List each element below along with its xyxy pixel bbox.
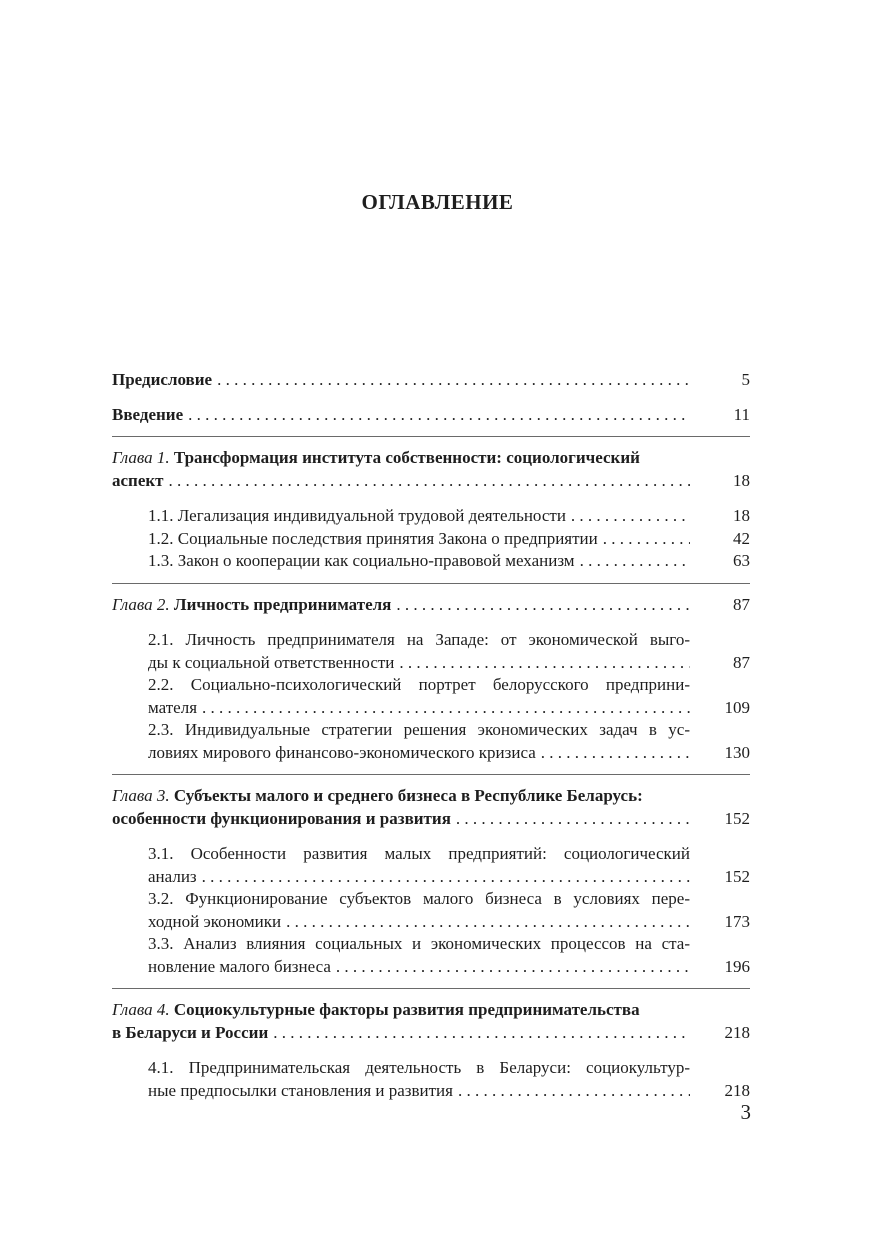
section-title: 2.2. Социально-психологический портрет белорусского предприни- bbox=[148, 675, 690, 694]
toc-entry-preface[interactable] bbox=[112, 369, 750, 392]
chapter-title: Личность предпринимателя bbox=[173, 594, 392, 614]
section-title: 1.3. Закон о кооперации как социально-правовой механизм bbox=[148, 551, 575, 570]
chapter-title-continued: особенности функционирования и развития bbox=[112, 808, 451, 828]
page-number: 152 bbox=[724, 808, 750, 828]
divider bbox=[112, 583, 750, 584]
page-number: 87 bbox=[733, 594, 750, 614]
page-number: 18 bbox=[733, 470, 750, 490]
section-title-continued: новление малого бизнеса bbox=[148, 956, 331, 976]
chapter-prefix: Глава 3. bbox=[112, 786, 170, 805]
page-number: 196 bbox=[724, 956, 750, 976]
toc-entry-section-3-3[interactable] bbox=[112, 933, 750, 978]
toc-entry-chapter-3[interactable] bbox=[112, 785, 750, 830]
toc-entry-section-4-1[interactable] bbox=[112, 1057, 750, 1102]
table-of-contents bbox=[112, 369, 750, 1102]
chapter-prefix: Глава 1. bbox=[112, 448, 170, 467]
toc-entry-section-2-2[interactable] bbox=[112, 674, 750, 719]
chapter-prefix: Глава 2. bbox=[112, 594, 170, 614]
section-title: 1.1. Легализация индивидуальной трудовой деятельности bbox=[148, 506, 566, 525]
chapter-title: Трансформация института собственности: социологический bbox=[173, 448, 640, 467]
chapter-title-continued: аспект bbox=[112, 470, 164, 490]
section-title-continued: анализ bbox=[148, 866, 197, 886]
section-title: 2.1. Личность предпринимателя на Западе: от экономической выго- bbox=[148, 630, 690, 649]
chapter-title: Социокультурные факторы развития предпринимательства bbox=[173, 1000, 640, 1019]
section-title: 1.2. Социальные последствия принятия Закона о предприятии bbox=[148, 528, 598, 548]
toc-entry-section-1-2[interactable] bbox=[112, 528, 750, 551]
chapter-title: Субъекты малого и среднего бизнеса в Республике Беларусь: bbox=[173, 786, 643, 805]
section-title: 3.2. Функционирование субъектов малого бизнеса в условиях пере- bbox=[148, 889, 690, 908]
toc-entry-section-1-1[interactable] bbox=[112, 505, 750, 528]
page-folio-number: 3 bbox=[740, 1100, 751, 1124]
chapter-title-continued: в Беларуси и России bbox=[112, 1022, 269, 1042]
entry-title: Введение bbox=[112, 404, 184, 424]
chapter-prefix: Глава 4. bbox=[112, 1000, 170, 1019]
toc-entry-section-1-3[interactable] bbox=[112, 550, 750, 573]
page-number: 18 bbox=[733, 506, 750, 525]
section-title: 3.1. Особенности развития малых предприятий: социологический bbox=[148, 844, 690, 863]
section-title: 4.1. Предпринимательская деятельность в Беларуси: социокультур- bbox=[148, 1058, 690, 1077]
toc-entry-section-2-3[interactable] bbox=[112, 719, 750, 764]
page-number: 87 bbox=[733, 652, 750, 672]
toc-entry-section-3-1[interactable] bbox=[112, 843, 750, 888]
page-number: 42 bbox=[733, 528, 750, 548]
section-title-continued: ные предпосылки становления и развития bbox=[148, 1080, 453, 1100]
page-number: 11 bbox=[733, 404, 750, 424]
toc-entry-chapter-4[interactable] bbox=[112, 999, 750, 1044]
section-title: 2.3. Индивидуальные стратегии решения экономических задач в ус- bbox=[148, 720, 690, 739]
toc-entry-chapter-2[interactable] bbox=[112, 594, 750, 617]
section-title: 3.3. Анализ влияния социальных и экономических процессов на ста- bbox=[148, 934, 690, 953]
toc-entry-introduction[interactable] bbox=[112, 404, 750, 427]
divider bbox=[112, 436, 750, 437]
page-number: 152 bbox=[724, 866, 750, 886]
page-number: 130 bbox=[724, 742, 750, 762]
page-number: 173 bbox=[724, 911, 750, 931]
page-title: ОГЛАВЛЕНИЕ bbox=[361, 190, 514, 214]
page-number: 218 bbox=[724, 1080, 750, 1100]
section-title-continued: ходной экономики bbox=[148, 911, 282, 931]
section-title-continued: мателя bbox=[148, 697, 198, 717]
page-number: 5 bbox=[741, 370, 750, 389]
toc-entry-chapter-1[interactable] bbox=[112, 447, 750, 492]
section-title-continued: ды к социальной ответственности bbox=[148, 652, 395, 672]
toc-entry-section-2-1[interactable] bbox=[112, 629, 750, 674]
page-number: 63 bbox=[733, 551, 750, 570]
page-number: 218 bbox=[724, 1022, 750, 1042]
divider bbox=[112, 774, 750, 775]
section-title-continued: ловиях мирового финансово-экономического кризиса bbox=[148, 742, 536, 762]
divider bbox=[112, 988, 750, 989]
entry-title: Предисловие bbox=[112, 370, 213, 389]
toc-entry-section-3-2[interactable] bbox=[112, 888, 750, 933]
page-number: 109 bbox=[724, 697, 750, 717]
